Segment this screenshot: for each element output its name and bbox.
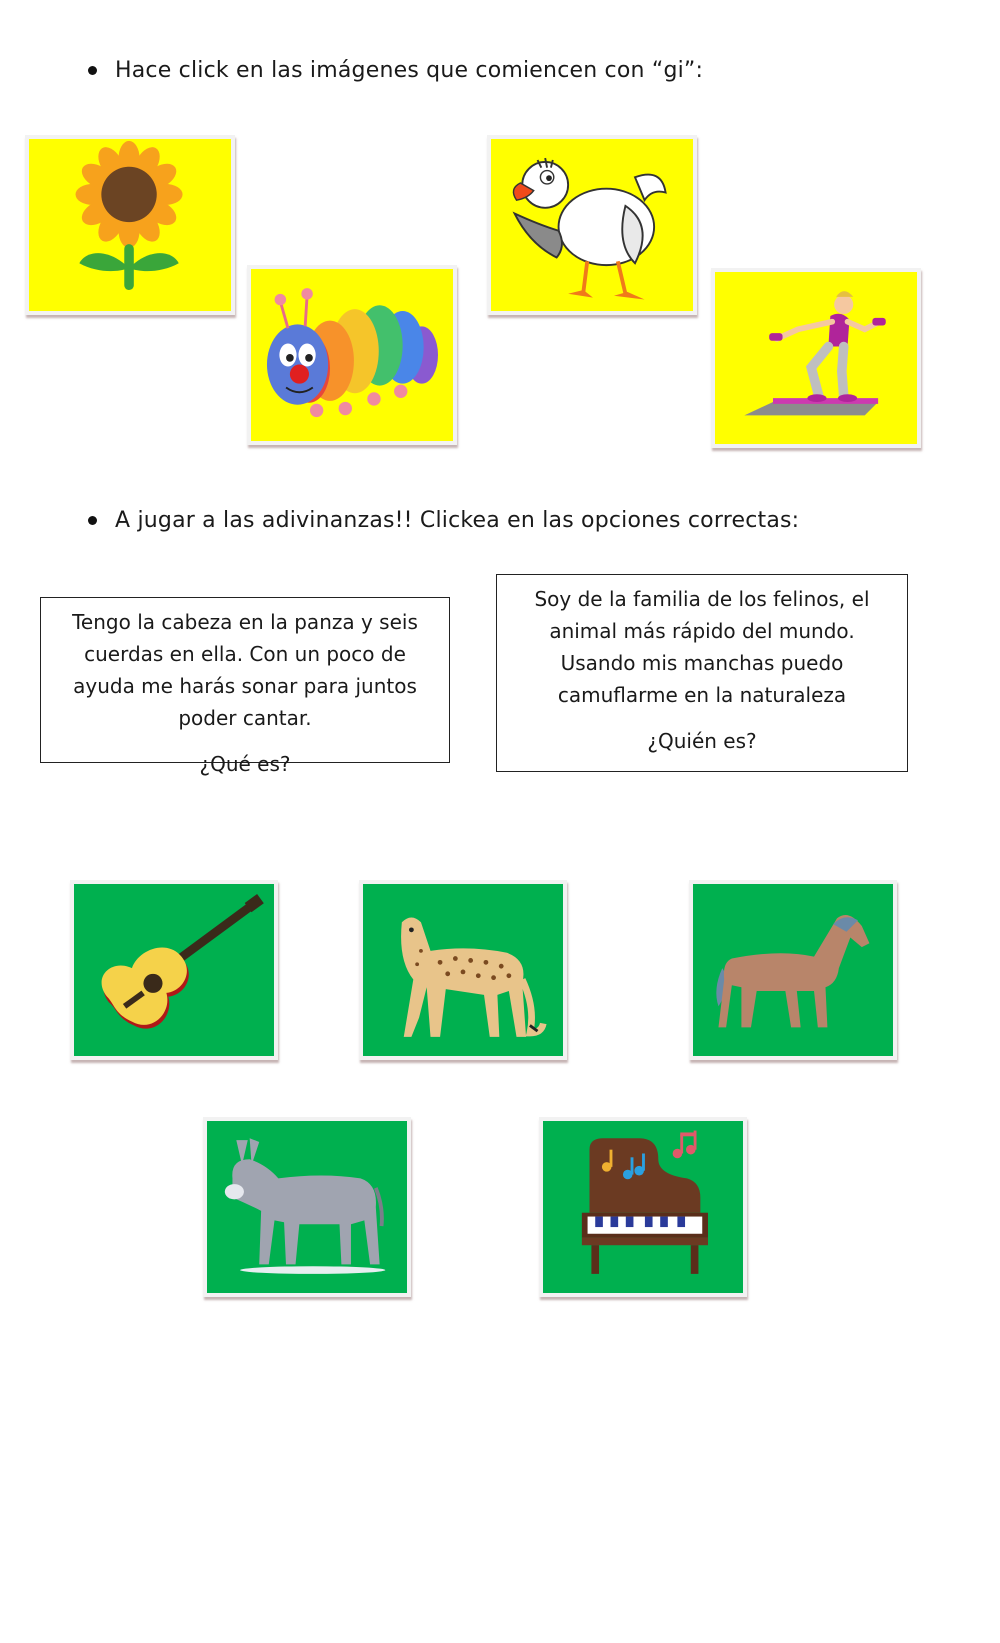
bullet-icon	[88, 516, 97, 525]
instruction-gi-text: Hace click en las imágenes que comiencen con “gi”:	[115, 58, 704, 83]
guitar-icon	[74, 884, 274, 1056]
option-cheetah[interactable]	[359, 880, 567, 1060]
option-guitar[interactable]	[70, 880, 278, 1060]
option-horse[interactable]	[689, 880, 897, 1060]
cheetah-icon	[363, 884, 563, 1056]
card-sunflower[interactable]	[25, 135, 235, 315]
card-gym[interactable]	[711, 268, 921, 448]
instruction-riddles	[88, 508, 799, 533]
card-seagull[interactable]	[487, 135, 697, 315]
riddle-cheetah	[496, 574, 908, 772]
instruction-gi	[88, 58, 703, 83]
caterpillar-icon	[251, 269, 453, 441]
riddle-cheetah-question: ¿Quién es?	[647, 729, 757, 753]
option-donkey[interactable]	[203, 1117, 411, 1297]
bullet-icon	[88, 66, 97, 75]
riddle-guitar-question: ¿Qué es?	[199, 752, 291, 776]
riddle-cheetah-text: Soy de la familia de los felinos, el animal más rápido del mundo. Usando mis manchas puedo camuflarme en la naturaleza	[534, 587, 870, 707]
seagull-icon	[491, 139, 693, 311]
piano-icon	[543, 1121, 743, 1293]
riddle-guitar	[40, 597, 450, 776]
donkey-icon	[207, 1121, 407, 1293]
sunflower-icon	[29, 139, 231, 311]
instruction-riddles-text: A jugar a las adivinanzas!! Clickea en las opciones correctas:	[115, 508, 800, 533]
option-piano[interactable]	[539, 1117, 747, 1297]
riddle-guitar-text: Tengo la cabeza en la panza y seis cuerdas en ella. Con un poco de ayuda me harás sonar para juntos poder cantar.	[72, 610, 418, 730]
card-caterpillar[interactable]	[247, 265, 457, 445]
horse-icon	[693, 884, 893, 1056]
gym-woman-icon	[715, 272, 917, 444]
